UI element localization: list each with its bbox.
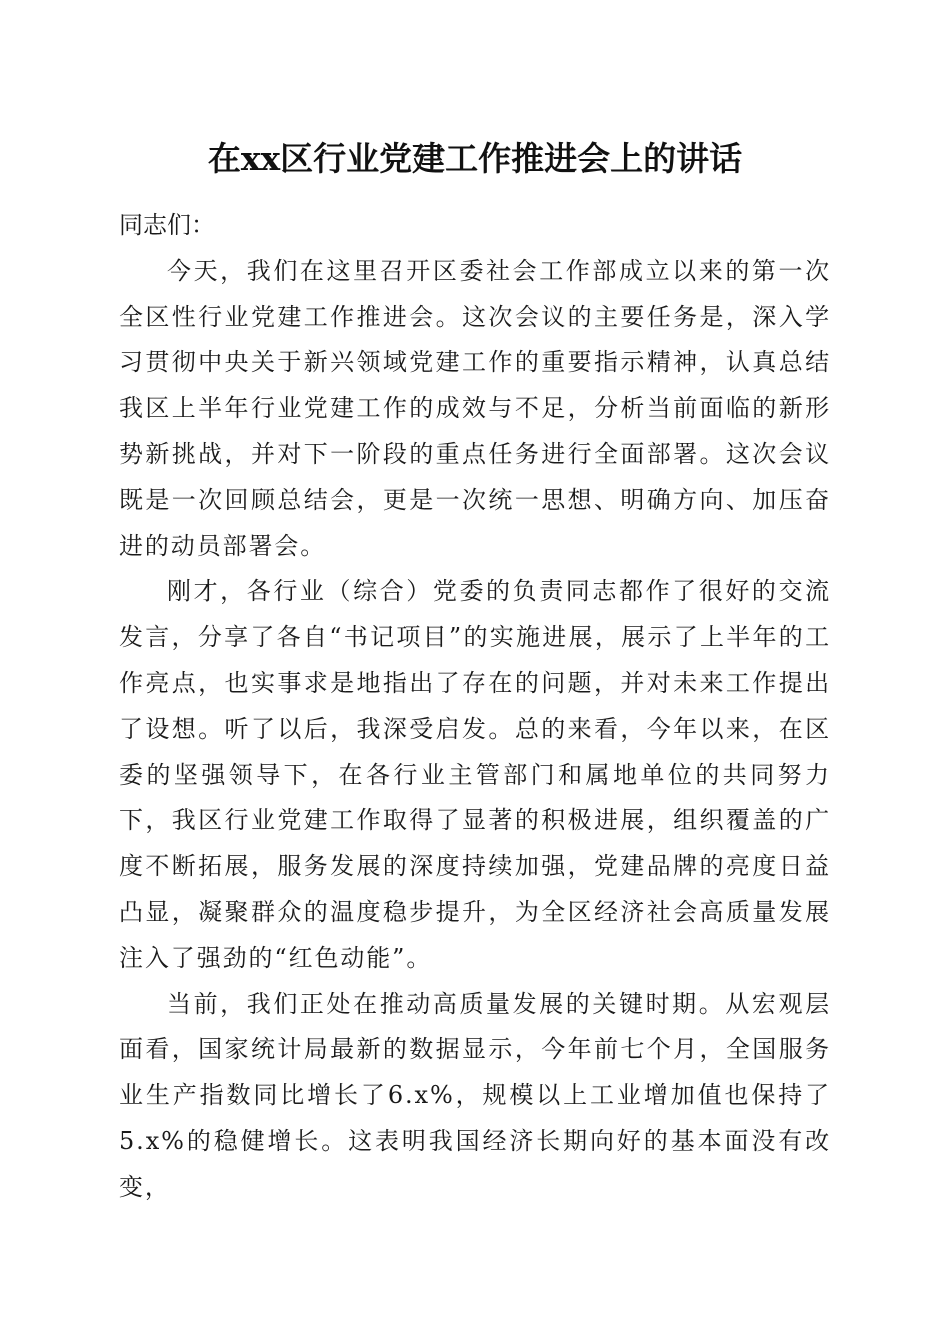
document-title: 在xx区行业党建工作推进会上的讲话 (207, 139, 743, 178)
paragraph-situation: 当前，我们正处在推动高质量发展的关键时期。从宏观层面看，国家统计局最新的数据显示，今年前七个月，全国服务业生产指数同比增长了6.x%，规模以上工业增加值也保持了5.x%的稳健增长。这表明我国经济长期向好的基本面没有改变， (119, 989, 831, 1201)
paragraph-review: 刚才，各行业（综合）党委的负责同志都作了很好的交流发言，分享了各自“书记项目”的实施进展，展示了上半年的工作亮点，也实事求是地指出了存在的问题，并对未来工作提出了设想。听了以后，我深受启发。总的来看，今年以来，在区委的坚强领导下，在各行业主管部门和属地单位的共同努力下，我区行业党建工作取得了显著的积极进展，组织覆盖的广度不断拓展，服务发展的深度持续加强，党建品牌的亮度日益凸显，凝聚群众的温度稳步提升，为全区经济社会高质量发展注入了强劲的“红色动能”。 (119, 577, 831, 972)
salutation: 同志们： (119, 211, 215, 239)
document-body (119, 203, 831, 1211)
paragraph-opening: 今天，我们在这里召开区委社会工作部成立以来的第一次全区性行业党建工作推进会。这次会议的主要任务是，深入学习贯彻中央关于新兴领域党建工作的重要指示精神，认真总结我区上半年行业党建工作的成效与不足，分析当前面临的新形势新挑战，并对下一阶段的重点任务进行全面部署。这次会议既是一次回顾总结会，更是一次统一思想、明确方向、加压奋进的动员部署会。 (119, 256, 831, 560)
